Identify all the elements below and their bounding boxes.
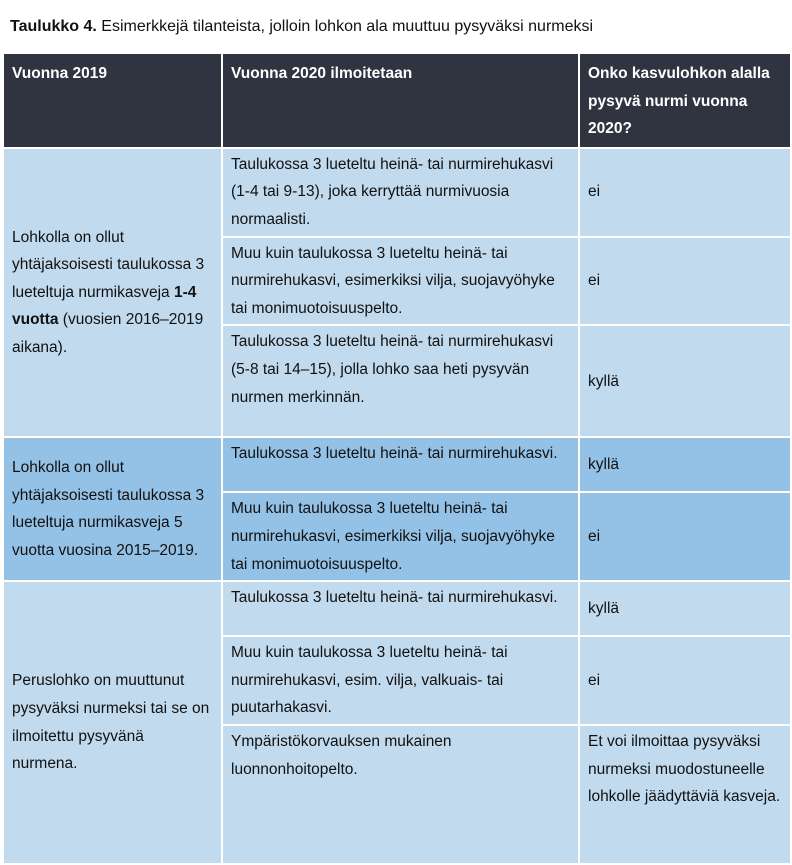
group3-row1-declared: Taulukossa 3 lueteltu heinä- tai nurmirehukasvi. xyxy=(222,581,579,636)
group3-row1-answer: kyllä xyxy=(579,581,791,636)
group1-row3-answer: kyllä xyxy=(579,325,791,437)
caption-label: Taulukko 4. xyxy=(10,18,97,35)
group1-bold-duration: 1-4 vuotta xyxy=(12,283,197,329)
table-row xyxy=(3,148,791,237)
header-row xyxy=(3,53,791,148)
group2-row2-answer: ei xyxy=(579,492,791,581)
caption-text: Esimerkkejä tilanteista, jolloin lohkon ala muuttuu pysyväksi nurmeksi xyxy=(96,18,594,35)
group2-row1-answer: kyllä xyxy=(579,437,791,492)
group1-row1-declared: Taulukossa 3 lueteltu heinä- tai nurmirehukasvi (1-4 tai 9-13), joka kerryttää nurmivuosia normaalisti. xyxy=(222,148,579,237)
header-year-2019: Vuonna 2019 xyxy=(3,53,222,148)
group2-row2-declared: Muu kuin taulukossa 3 lueteltu heinä- tai nurmirehukasvi, esimerkiksi vilja, suojavyöhyke tai monimuotoisuuspelto. xyxy=(222,492,579,581)
group3-row3-answer: Et voi ilmoittaa pysyväksi nurmeksi muodostuneelle lohkolle jäädyttäviä kasveja. xyxy=(579,725,791,864)
group1-row2-declared: Muu kuin taulukossa 3 lueteltu heinä- tai nurmirehukasvi, esimerkiksi vilja, suojavyöhyke tai monimuotoisuuspelto. xyxy=(222,237,579,326)
group1-row1-answer: ei xyxy=(579,148,791,237)
group3-row2-answer: ei xyxy=(579,636,791,725)
permanent-grassland-table xyxy=(2,52,792,865)
table-row xyxy=(3,437,791,492)
group1-row2-answer: ei xyxy=(579,237,791,326)
table-row xyxy=(3,581,791,636)
group2-situation: Lohkolla on ollut yhtäjaksoisesti taulukossa 3 lueteltuja nurmikasveja 5 vuotta vuosina 2015–2019. xyxy=(3,437,222,581)
header-permanent-grassland: Onko kasvulohkon alalla pysyvä nurmi vuonna 2020? xyxy=(579,53,791,148)
group1-row3-declared: Taulukossa 3 lueteltu heinä- tai nurmirehukasvi (5-8 tai 14–15), jolla lohko saa heti pysyvän nurmen merkinnän. xyxy=(222,325,579,437)
group3-row3-declared: Ympäristökorvauksen mukainen luonnonhoitopelto. xyxy=(222,725,579,864)
group2-row1-declared: Taulukossa 3 lueteltu heinä- tai nurmirehukasvi. xyxy=(222,437,579,492)
header-declared-2020: Vuonna 2020 ilmoitetaan xyxy=(222,53,579,148)
group3-situation: Peruslohko on muuttunut pysyväksi nurmeksi tai se on ilmoitettu pysyvänä nurmena. xyxy=(3,581,222,864)
table-caption xyxy=(10,18,593,36)
group1-situation: Lohkolla on ollut yhtäjaksoisesti taulukossa 3 lueteltuja nurmikasveja 1-4 vuotta (vuosien 2016–2019 aikana). xyxy=(3,148,222,438)
group3-row2-declared: Muu kuin taulukossa 3 lueteltu heinä- tai nurmirehukasvi, esim. vilja, valkuais- tai puutarhakasvi. xyxy=(222,636,579,725)
